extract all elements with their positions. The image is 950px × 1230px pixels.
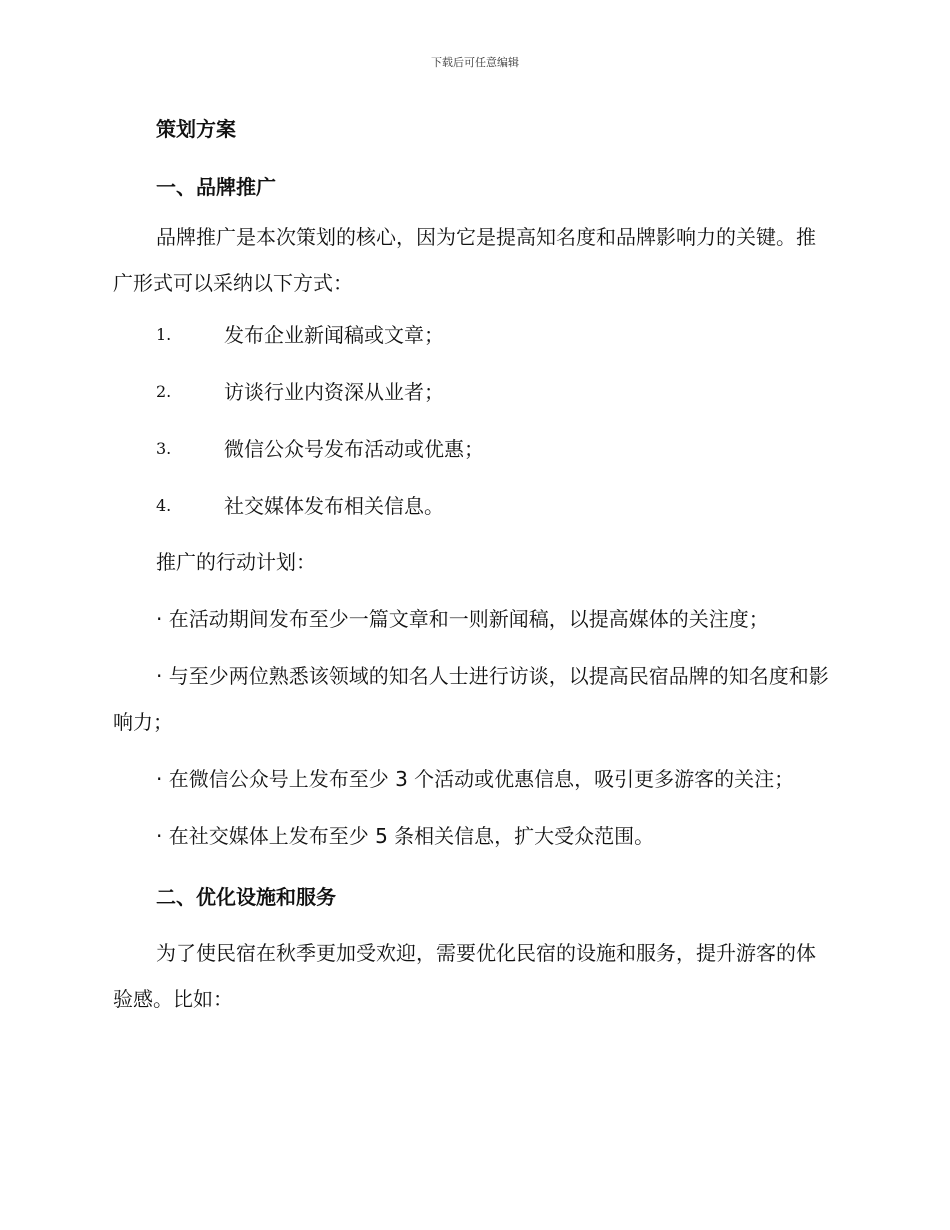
- document-body: [113, 110, 833, 1022]
- section2-intro: 为了使民宿在秋季更加受欢迎，需要优化民宿的设施和服务，提升游客的体验感。比如：: [113, 941, 816, 1011]
- document-title: 策划方案: [156, 117, 236, 141]
- plan-item: · 与至少两位熟悉该领域的知名人士进行访谈，以提高民宿品牌的知名度和影响力；: [113, 664, 829, 734]
- page-header: 下载后可任意编辑: [431, 56, 519, 69]
- list-number: 1.: [156, 325, 172, 344]
- list-text: 发布企业新闻稿或文章；: [224, 323, 444, 347]
- list-number: 2.: [156, 382, 172, 401]
- plan-item: · 在微信公众号上发布至少 3 个活动或优惠信息，吸引更多游客的关注；: [156, 767, 795, 791]
- list-item: [113, 373, 833, 411]
- list-item: [113, 487, 833, 525]
- list-number: 4.: [156, 496, 172, 515]
- list-item: [113, 430, 833, 468]
- method-list: [113, 316, 833, 525]
- list-item: [113, 316, 833, 354]
- plan-item: · 在活动期间发布至少一篇文章和一则新闻稿，以提高媒体的关注度；: [156, 607, 769, 631]
- section1-heading: 一、品牌推广: [156, 175, 276, 199]
- plan-item: · 在社交媒体上发布至少 5 条相关信息，扩大受众范围。: [156, 824, 655, 848]
- list-text: 访谈行业内资深从业者；: [224, 380, 444, 404]
- list-number: 3.: [156, 439, 172, 458]
- section2-heading: 二、优化设施和服务: [156, 885, 336, 909]
- list-text: 社交媒体发布相关信息。: [224, 494, 444, 518]
- section1-intro: 品牌推广是本次策划的核心，因为它是提高知名度和品牌影响力的关键。推广形式可以采纳以下方式：: [113, 225, 816, 295]
- plan-title: 推广的行动计划：: [156, 550, 316, 574]
- list-text: 微信公众号发布活动或优惠；: [224, 437, 484, 461]
